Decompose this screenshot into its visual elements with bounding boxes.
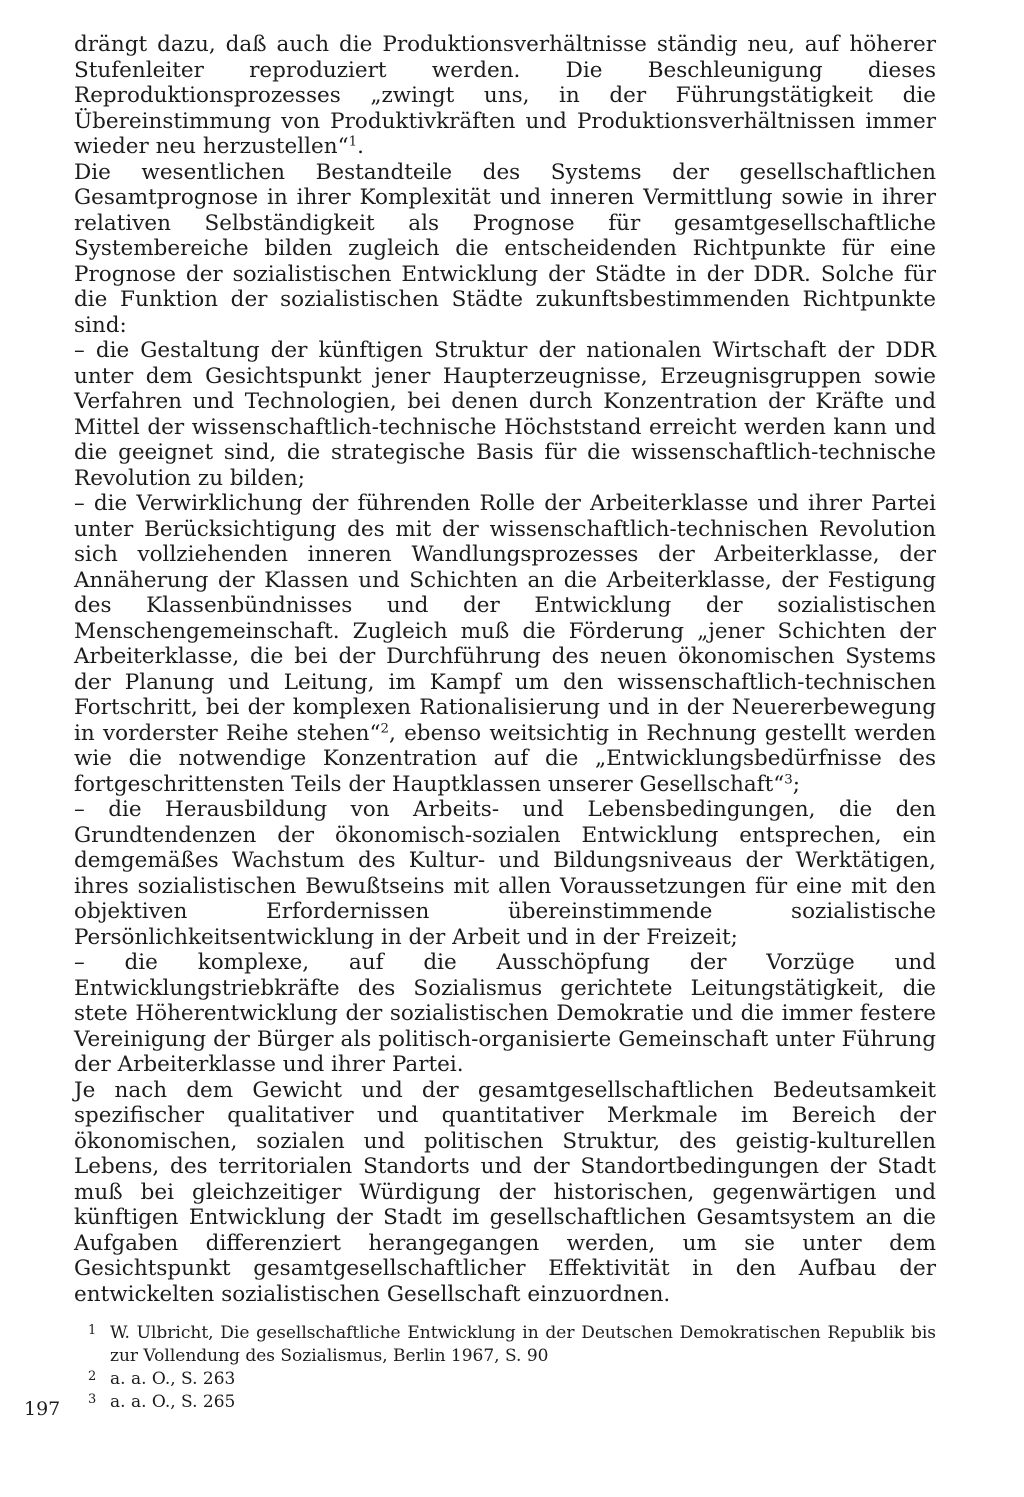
footnote-marker: 1 xyxy=(88,1323,97,1338)
body-text xyxy=(74,32,936,1307)
paragraph-text: drängt dazu, daß auch die Produktionsverhältnisse ständig neu, auf höherer Stufenleiter reproduziert werden. Die Beschleunigung dieses Reproduktionsprozesses „zwingt uns, in der Führungstätigkeit die Übereinstimmung von Produktivkräften und Produktionsverhältnissen immer wieder neu herzustellen“ xyxy=(74,32,936,159)
footnotes xyxy=(74,1322,936,1414)
footnote-reference: 2 xyxy=(380,721,389,737)
list-item xyxy=(74,338,936,491)
footnote xyxy=(74,1391,936,1414)
paragraph-text: Je nach dem Gewicht und der gesamtgesellschaftlichen Bedeutsamkeit spezifischer qualitativer und quantitativer Merkmale im Bereich der ökonomischen, sozialen und politischen Struktur, des geistig-kulturellen Lebens, des territorialen Standorts und der Standortbedingungen der Stadt muß bei gleichzeitiger Würdigung der historischen, gegenwärtigen und künftigen Entwicklung der Stadt im gesellschaftlichen Gesamtsystem an die Aufgaben differenziert herangegangen werden, um sie unter dem Gesichtspunkt gesamtgesellschaftlicher Effektivität in den Aufbau der entwickelten sozialistischen Gesellschaft einzuordnen. xyxy=(74,1077,936,1307)
footnote-reference: 3 xyxy=(784,772,793,788)
paragraph-text: Die wesentlichen Bestandteile des Systems der gesellschaftlichen Gesamtprognose in ihrer Komplexität und inneren Vermittlung sowie in ihrer relativen Selbständigkeit als Prognose für gesamtgesellschaftliche Systembereiche bilden zugleich die entscheidenden Richtpunkte für eine Prognose der sozialistischen Entwicklung der Städte in der DDR. Solche für die Funktion der sozialistischen Städte zukunftsbestimmenden Richtpunkte sind: xyxy=(74,159,936,338)
footnote-text: a. a. O., S. 265 xyxy=(110,1392,236,1412)
footnote-text: W. Ulbricht, Die gesellschaftliche Entwicklung in der Deutschen Demokratischen Republik bis zur Vollendung des Sozialismus, Berlin 1967, S. 90 xyxy=(110,1323,936,1366)
list-item xyxy=(74,491,936,797)
list-item xyxy=(74,950,936,1078)
list-item xyxy=(74,797,936,950)
page-number: 197 xyxy=(24,1398,61,1420)
paragraph-text-tail: . xyxy=(357,134,364,159)
footnote-reference: 1 xyxy=(348,134,358,150)
paragraph xyxy=(74,32,936,160)
list-item-text-tail: , ebenso weitsichtig in Rechnung gestellt werden wie die notwendige Konzentration auf die „Entwicklungsbedürfnisse des fortgeschrittensten Teils der Hauptklassen unserer Gesellschaft“ xyxy=(74,720,937,797)
list-item-text: – die Herausbildung von Arbeits- und Lebensbedingungen, die den Grundtendenzen der ökonomisch-sozialen Entwicklung entsprechen, ein demgemäßes Wachstum des Kultur- und Bildungsniveaus der Werktätigen, ihres sozialistischen Bewußtseins mit allen Voraussetzungen für eine mit den objektiven Erfordernissen übereinstimmende sozialistische Persönlichkeitsentwicklung in der Arbeit und in der Freizeit; xyxy=(74,797,936,950)
list-item-text: – die Verwirklichung der führenden Rolle der Arbeiterklasse und ihrer Partei unter Berücksichtigung des mit der wissenschaftlich-technischen Revolution sich vollziehenden inneren Wandlungsprozesses der Arbeiterklasse, der Annäherung der Klassen und Schichten an die Arbeiterklasse, der Festigung des Klassenbündnisses und der Entwicklung der sozialistischen Menschengemeinschaft. Zugleich muß die Förderung „jener Schichten der Arbeiterklasse, die bei der Durchführung des neuen ökonomischen Systems der Planung und Leitung, im Kampf um den wissenschaftlich-technischen Fortschritt, bei der komplexen Rationalisierung und in der Neuererbewegung in vorderster Reihe stehen“ xyxy=(74,491,936,746)
footnote-marker: 2 xyxy=(88,1369,97,1384)
footnote-marker: 3 xyxy=(88,1392,97,1407)
footnote xyxy=(74,1322,936,1368)
list-item-text-end: ; xyxy=(792,771,800,797)
paragraph xyxy=(74,160,936,339)
paragraph xyxy=(74,1078,936,1308)
list-item-text: – die komplexe, auf die Ausschöpfung der Vorzüge und Entwicklungstriebkräfte des Sozialismus gerichtete Leitungstätigkeit, die stete Höherentwicklung der sozialistischen Demokratie und die immer festere Vereinigung der Bürger als politisch-organisierte Gemeinschaft unter Führung der Arbeiterklasse und ihrer Partei. xyxy=(74,950,936,1077)
footnote xyxy=(74,1368,936,1391)
footnote-text: a. a. O., S. 263 xyxy=(110,1369,236,1389)
list-item-text: – die Gestaltung der künftigen Struktur der nationalen Wirtschaft der DDR unter dem Gesichtspunkt jener Haupterzeugnisse, Erzeugnisgruppen sowie Verfahren und Technologien, bei denen durch Konzentration der Kräfte und Mittel der wissenschaftlich-technische Höchststand erreicht werden kann und die geeignet sind, die strategische Basis für die wissenschaftlich-technische Revolution zu bilden; xyxy=(74,338,936,491)
